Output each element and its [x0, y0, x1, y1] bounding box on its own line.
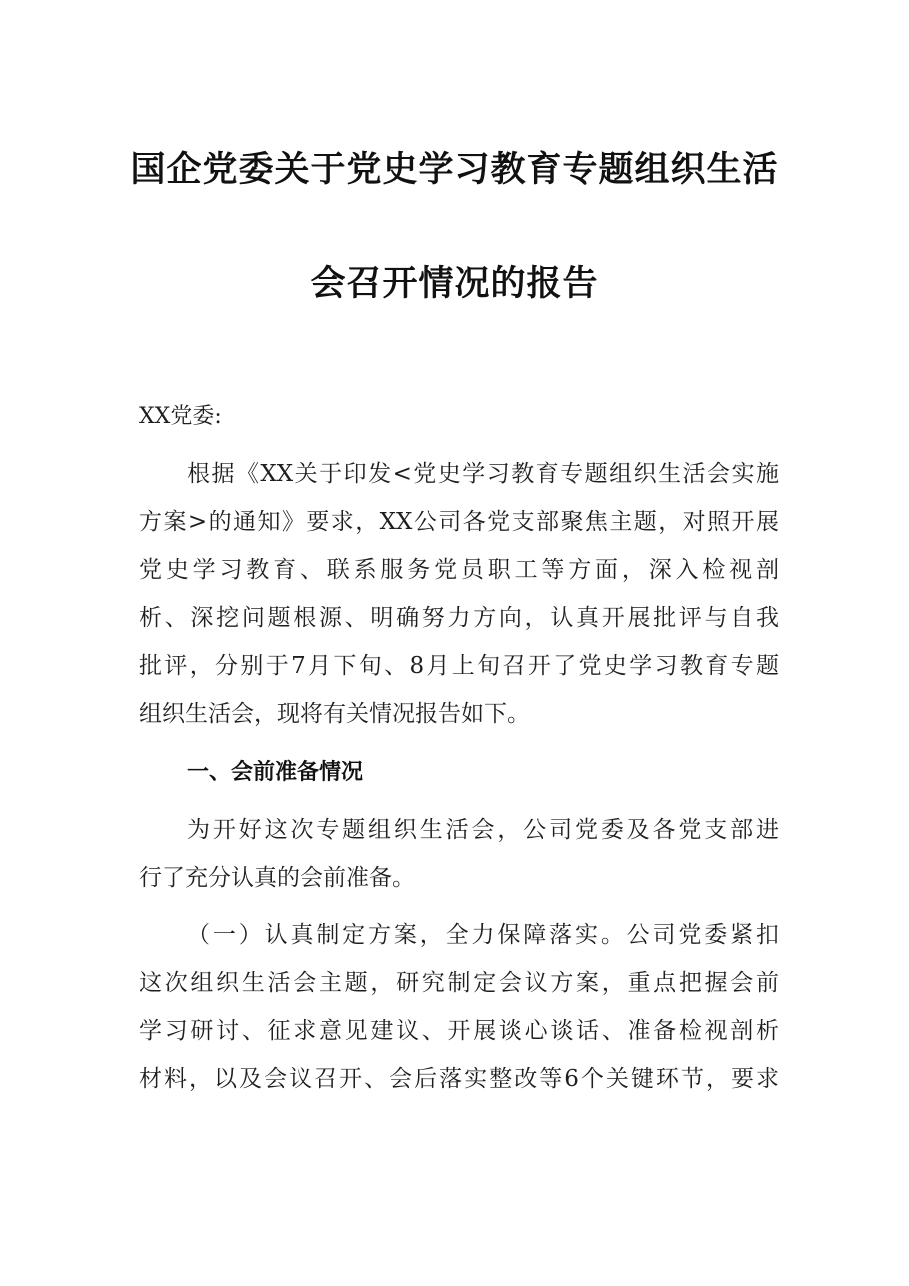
paragraph-1-line-3: 党史学习教育、联系服务党员职工等方面，深入检视剖	[139, 557, 779, 583]
paragraph-3-line-3: 学习研讨、征求意见建议、开展谈心谈话、准备检视剖析	[139, 1018, 779, 1044]
paragraph-1-line-4: 析、深挖问题根源、明确努力方向，认真开展批评与自我	[139, 605, 779, 631]
paragraph-2-line-1: 为开好这次专题组织生活会，公司党委及各党支部进	[187, 817, 779, 843]
document-title-line-2: 会召开情况的报告	[310, 263, 599, 304]
paragraph-3-line-1: （一）认真制定方案，全力保障落实。公司党委紧扣	[187, 922, 779, 948]
paragraph-2-line-2: 行了充分认真的会前准备。	[139, 865, 415, 891]
paragraph-3-line-2: 这次组织生活会主题，研究制定会议方案，重点把握会前	[139, 970, 779, 996]
document-title-line-1: 国企党委关于党史学习教育专题组织生活	[130, 149, 779, 190]
salutation: XX党委:	[139, 404, 222, 429]
paragraph-3-line-4: 材料，以及会议召开、会后落实整改等6个关键环节，要求	[139, 1066, 779, 1092]
paragraph-1-line-5: 批评，分别于7月下旬、8月上旬召开了党史学习教育专题	[139, 653, 779, 679]
section-heading-1: 一、会前准备情况	[187, 759, 364, 785]
paragraph-1-line-2: 方案>的通知》要求，XX公司各党支部聚焦主题，对照开展	[139, 509, 779, 535]
paragraph-1-line-1: 根据《XX关于印发<党史学习教育专题组织生活会实施	[187, 461, 779, 487]
paragraph-1-line-6: 组织生活会，现将有关情况报告如下。	[139, 701, 530, 727]
